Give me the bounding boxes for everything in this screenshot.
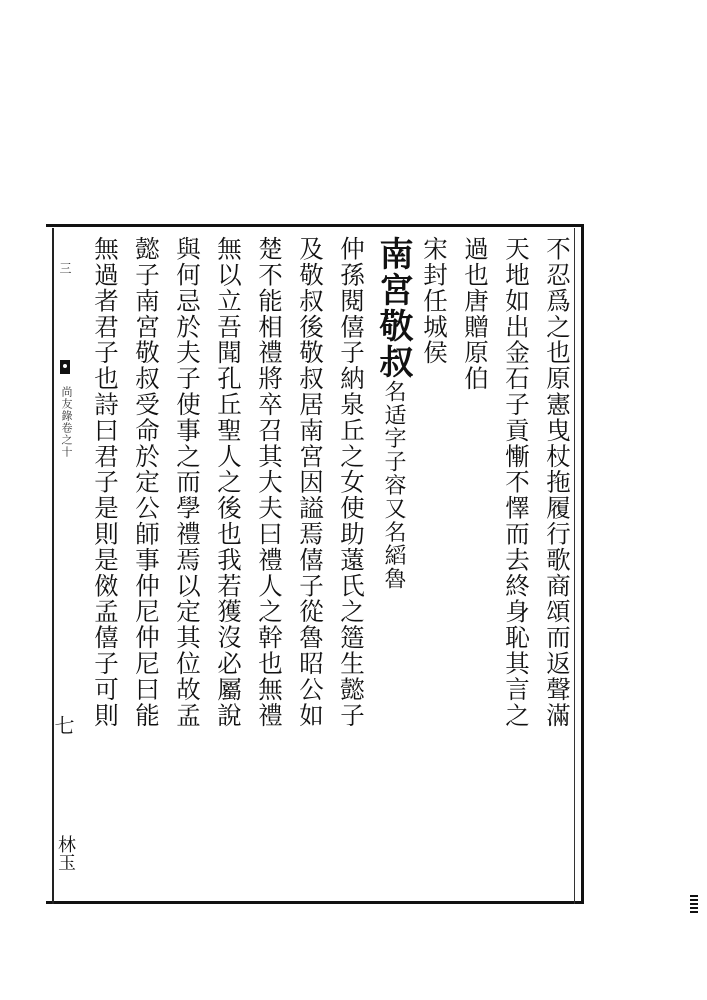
fishtail-dot-icon <box>63 364 67 368</box>
text-column: 天地如出金石子貢慚不懌而去終身恥其言之 <box>502 236 531 729</box>
book-spine-strip <box>51 226 76 906</box>
spine-title: 尚友錄卷之十 <box>60 386 73 458</box>
main-text-area <box>86 236 578 896</box>
text-column: 無過者君子也詩曰君子是則是傚孟僖子可則 <box>91 236 120 729</box>
text-column: 楚不能相禮將卒召其大夫曰禮人之幹也無禮 <box>255 236 284 729</box>
entry-heading: 南宮敬叔 <box>373 236 413 380</box>
spine-footer: 林玉 <box>55 835 76 871</box>
entry-note: 名适字子容又名縚魯 <box>381 380 406 591</box>
text-column: 過也唐贈原伯 <box>461 236 490 392</box>
text-column: 不忍爲之也原憲曳杖拖履行歌商頌而返聲滿 <box>543 236 572 729</box>
page-number: 七 <box>51 715 75 735</box>
text-column: 仲孫閱僖子納泉丘之女使助薳氏之簉生懿子 <box>337 236 366 729</box>
text-column: 與何忌於夫子使事之而學禮焉以定其位故孟 <box>173 236 202 729</box>
text-column: 無以立吾聞孔丘聖人之後也我若獲沒必屬說 <box>214 236 243 729</box>
text-column: 及敬叔後敬叔居南宮因謚焉僖子從魯昭公如 <box>296 236 325 729</box>
spine-top-mark: 三 <box>58 262 72 274</box>
text-columns <box>86 236 578 896</box>
edge-barcode-marks <box>690 895 698 913</box>
text-column: 懿子南宮敬叔受命於定公師事仲尼仲尼曰能 <box>132 236 161 729</box>
text-column <box>372 236 414 896</box>
text-column: 宋封任城侯 <box>420 236 449 366</box>
